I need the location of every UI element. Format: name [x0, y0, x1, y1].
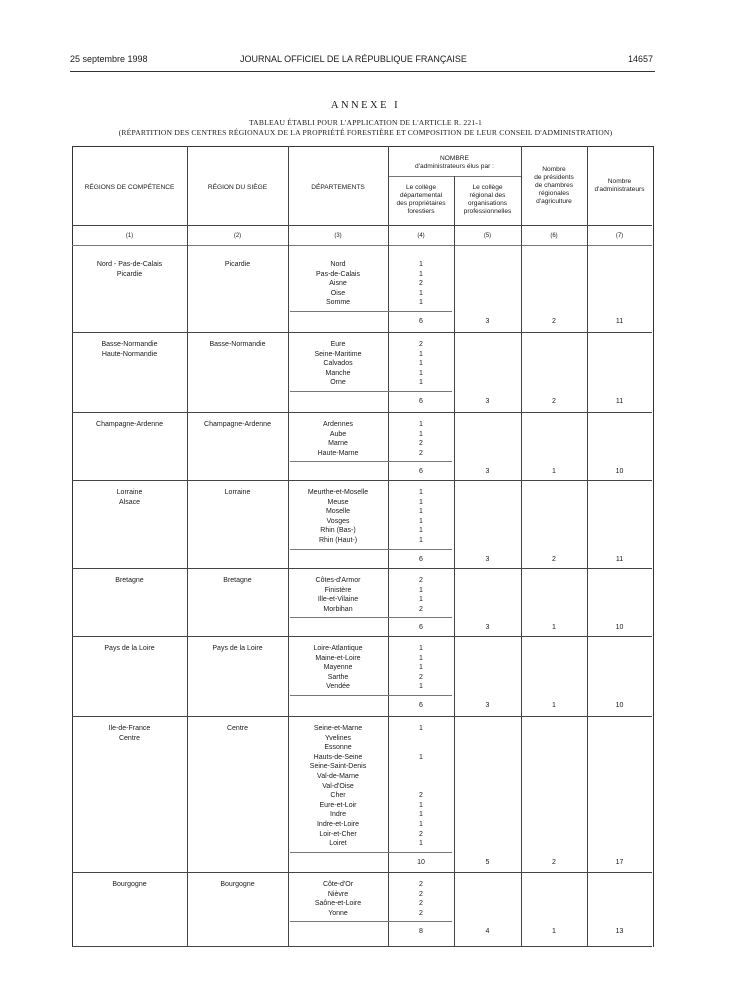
department-count: 1: [419, 289, 423, 297]
department-name: Morbihan: [323, 605, 353, 613]
total-c4: 6: [419, 555, 423, 563]
region-name: Alsace: [118, 498, 140, 506]
total-c7: 10: [615, 702, 624, 709]
region-names: [72, 644, 187, 654]
presidents-line-5: d'agriculture: [536, 198, 572, 205]
col-header-siege: RÉGION DU SIÈGE: [207, 184, 268, 191]
department-count: 1: [419, 517, 423, 525]
row-border: [72, 716, 652, 717]
total-c7: 11: [615, 555, 624, 563]
col-header-college-dep: [388, 184, 454, 216]
department-counts: [410, 576, 432, 614]
col-number-3: (3): [334, 233, 342, 239]
college-reg-line-2: régional des: [469, 192, 506, 199]
college-reg-line-4: professionnelles: [463, 208, 512, 215]
department-count: 1: [419, 664, 423, 672]
college-dep-line-4: forestiers: [407, 208, 435, 215]
department-name: Val-de-Marne: [317, 772, 359, 780]
department-count: 2: [419, 792, 423, 800]
header-page-number: 14657: [628, 54, 654, 64]
total-c6: 2: [552, 398, 556, 405]
department-name: Sarthe: [327, 673, 349, 681]
subtotal-rule: [290, 391, 452, 392]
department-name: Ille-et-Vilaine: [317, 596, 359, 604]
department-name: Cher: [330, 792, 346, 800]
department-name: Oise: [330, 289, 346, 297]
region-siege: Basse-Normandie: [209, 341, 266, 348]
department-counts: [410, 724, 432, 849]
department-count: 1: [419, 536, 423, 544]
subtotal-rule: [290, 461, 452, 462]
column-number-rule: [72, 245, 652, 246]
department-count: 2: [419, 280, 423, 288]
presidents-line-1: Nombre: [542, 166, 566, 173]
department-count: 2: [419, 449, 423, 457]
department-count: [410, 743, 432, 753]
region-name: Pays de la Loire: [104, 645, 155, 652]
department-name: Calvados: [323, 360, 353, 368]
region-names: [72, 420, 187, 430]
department-name: Rhin (Haut-): [318, 536, 358, 544]
department-count: 1: [419, 753, 423, 761]
department-name: Finistère: [324, 586, 352, 594]
total-c7: 10: [615, 624, 624, 632]
department-count: 1: [419, 645, 423, 652]
department-name: Côte-d'Or: [322, 881, 354, 888]
department-count: 1: [419, 299, 423, 307]
college-dep-line-3: des propriétaires: [396, 200, 446, 207]
department-counts: [410, 880, 432, 918]
region-siege: Bretagne: [223, 577, 252, 584]
department-name: Manche: [325, 369, 351, 377]
department-list: [288, 880, 388, 918]
department-name: Indre: [330, 811, 346, 819]
col-header-presidents: [521, 166, 587, 206]
department-name: Indre-et-Loire: [316, 820, 360, 828]
col-number-7: (7): [615, 233, 624, 239]
department-list: [288, 488, 388, 546]
total-c4: 10: [417, 858, 425, 866]
region-siege: Bourgogne: [220, 881, 255, 888]
department-name: Rhin (Bas-): [320, 527, 356, 535]
department-count: 2: [419, 909, 423, 917]
total-c6: 1: [552, 928, 556, 936]
subtotal-rule: [290, 852, 452, 853]
department-counts: [410, 340, 432, 388]
department-name: Mayenne: [323, 664, 353, 672]
region-name: Champagne-Ardenne: [96, 421, 163, 428]
department-count: [410, 772, 432, 782]
region-names: [72, 724, 187, 743]
department-name: Seine-Saint-Denis: [309, 763, 367, 771]
department-list: [288, 644, 388, 692]
department-name: Seine-Maritime: [314, 350, 362, 358]
department-count: 2: [419, 900, 423, 908]
department-name: Marne: [328, 440, 348, 448]
department-list: [288, 576, 388, 614]
department-name: Aube: [329, 430, 347, 438]
subtotal-rule: [290, 617, 452, 618]
department-list: [288, 260, 388, 308]
department-count: 1: [419, 379, 423, 387]
department-count: 2: [419, 341, 423, 348]
row-border: [72, 636, 652, 637]
region-names: [72, 340, 187, 359]
department-count: [410, 782, 432, 792]
total-c5: 3: [485, 555, 490, 563]
total-c6: 2: [552, 318, 556, 325]
total-c6: 1: [552, 702, 556, 709]
department-name: Ardennes: [323, 421, 353, 428]
department-name: Seine-et-Marne: [313, 725, 363, 732]
total-c5: 4: [485, 928, 490, 936]
header-date: 25 septembre 1998: [70, 54, 148, 64]
region-name: Picardie: [116, 270, 143, 278]
department-name: Yonne: [328, 909, 348, 917]
department-count: 2: [419, 673, 423, 681]
department-count: 1: [419, 498, 423, 506]
department-name: Val-d'Oise: [322, 782, 354, 790]
department-list: [288, 340, 388, 388]
department-list: [288, 420, 388, 458]
region-names: [72, 576, 187, 586]
region-names: [72, 488, 187, 507]
total-c4: 6: [419, 398, 423, 405]
department-name: Moselle: [325, 508, 351, 516]
total-c7: 10: [615, 468, 624, 476]
department-count: 1: [419, 683, 423, 691]
col-header-regions: RÉGIONS DE COMPÉTENCE: [84, 184, 175, 191]
col-header-nombre-line-2: d'administrateurs élus par :: [415, 163, 494, 170]
department-name: Saône-et-Loire: [314, 900, 362, 908]
department-name: Loiret: [329, 840, 347, 848]
region-name: Ile-de-France: [108, 725, 151, 732]
department-count: 1: [419, 801, 423, 809]
department-name: Meurthe-et-Moselle: [307, 489, 369, 496]
header-bottom-rule: [72, 225, 652, 226]
region-names: [72, 880, 187, 890]
col-header-nombre-line-1: NOMBRE: [440, 155, 469, 162]
total-c4: 6: [419, 624, 423, 632]
department-count: 1: [419, 725, 423, 732]
total-c6: 2: [552, 858, 556, 866]
col-number-1: (1): [125, 233, 134, 239]
department-name: Orne: [330, 379, 346, 387]
department-counts: [410, 420, 432, 458]
department-count: 1: [419, 421, 423, 428]
department-count: 1: [419, 811, 423, 819]
subtotal-rule: [290, 695, 452, 696]
region-siege: Centre: [226, 725, 248, 732]
department-name: Côtes-d'Armor: [315, 577, 361, 584]
total-c6: 1: [552, 624, 556, 632]
presidents-line-4: régionales: [538, 190, 570, 197]
college-reg-line-1: Le collège: [472, 184, 503, 191]
total-c4: 8: [419, 928, 423, 936]
row-border: [72, 412, 652, 413]
col-number-5: (5): [483, 233, 492, 239]
department-name: Hauts-de-Seine: [313, 753, 363, 761]
department-count: 1: [419, 820, 423, 828]
region-siege: Pays de la Loire: [212, 645, 263, 652]
region-name: Haute-Normandie: [101, 350, 158, 358]
subtotal-rule: [290, 549, 452, 550]
header-rule: [70, 71, 655, 72]
region-name: Lorraine: [116, 489, 143, 496]
department-count: 1: [419, 527, 423, 535]
row-border: [72, 568, 652, 569]
department-name: Haute-Marne: [317, 449, 359, 457]
region-name: Bretagne: [115, 577, 144, 584]
department-count: 1: [419, 586, 423, 594]
department-count: 1: [419, 596, 423, 604]
department-count: 2: [419, 440, 423, 448]
department-count: 1: [419, 350, 423, 358]
department-name: Eure-et-Loir: [319, 801, 357, 809]
total-c5: 3: [485, 318, 490, 325]
total-c4: 6: [419, 318, 423, 325]
department-name: Loire-Atlantique: [313, 645, 363, 652]
table-subtitle: (RÉPARTITION DES CENTRES RÉGIONAUX DE LA PROPRIÉTÉ FORESTIÈRE ET COMPOSITION DE LEUR CONSEIL D'ADMINISTRATION): [118, 128, 613, 137]
department-name: Maine-et-Loire: [315, 654, 361, 662]
col-header-college-reg: [454, 184, 521, 216]
total-c7: 17: [615, 858, 624, 866]
college-dep-line-2: départemental: [399, 192, 443, 199]
subtotal-rule: [290, 921, 452, 922]
department-name: Vendée: [326, 683, 350, 691]
department-count: 2: [419, 577, 423, 584]
region-names: [72, 260, 187, 279]
department-name: Nièvre: [327, 890, 349, 898]
total-c5: 3: [485, 468, 490, 476]
total-c5: 3: [485, 702, 490, 709]
total-c6: 1: [552, 468, 556, 476]
department-name: Vosges: [326, 517, 350, 525]
department-name: Meuse: [327, 498, 349, 506]
department-counts: [410, 644, 432, 692]
department-count: 2: [419, 881, 423, 888]
college-dep-line-1: Le collège: [405, 184, 437, 191]
col-header-nombre-group: [388, 155, 521, 171]
total-c5: 5: [485, 858, 490, 866]
department-count: 1: [419, 369, 423, 377]
department-name: Nord: [330, 261, 346, 268]
column-divider: [388, 146, 389, 946]
row-border: [72, 872, 652, 873]
department-count: 2: [419, 605, 423, 613]
table-title: TABLEAU ÉTABLI POUR L'APPLICATION DE L'ARTICLE R. 221-1: [248, 118, 483, 127]
college-reg-line-3: organisations: [467, 200, 508, 207]
department-count: [410, 762, 432, 772]
col-number-6: (6): [550, 233, 558, 239]
department-name: Somme: [325, 299, 351, 307]
department-count: 1: [419, 508, 423, 516]
department-name: Yvelines: [324, 734, 352, 742]
department-name: Aisne: [329, 280, 347, 288]
subtotal-rule: [290, 311, 452, 312]
department-name: Eure: [330, 341, 346, 348]
department-name: Pas-de-Calais: [316, 270, 360, 278]
region-siege: Champagne-Ardenne: [204, 421, 271, 428]
admins-line-2: d'administrateurs: [594, 186, 645, 193]
region-name: Centre: [118, 734, 140, 742]
total-c4: 6: [419, 702, 423, 709]
total-c4: 6: [419, 468, 423, 476]
region-siege: Lorraine: [224, 489, 251, 496]
total-c7: 13: [615, 928, 624, 936]
department-list: [288, 724, 388, 849]
col-header-departements: DÉPARTEMENTS: [311, 184, 365, 191]
row-border: [72, 332, 652, 333]
department-count: 1: [419, 489, 423, 496]
total-c6: 2: [552, 555, 556, 563]
region-name: Bourgogne: [112, 881, 147, 888]
annex-title: ANNEXE I: [330, 100, 401, 111]
row-border: [72, 480, 652, 481]
presidents-line-3: de chambres: [534, 182, 574, 189]
total-c5: 3: [485, 398, 490, 405]
col-number-2: (2): [233, 233, 242, 239]
department-counts: [410, 488, 432, 546]
presidents-line-2: de présidents: [534, 174, 574, 181]
col-number-4: (4): [417, 233, 425, 239]
department-counts: [410, 260, 432, 308]
department-count: 1: [419, 270, 423, 278]
column-divider: [587, 146, 588, 946]
column-divider: [521, 146, 522, 946]
department-count: 1: [419, 840, 423, 848]
region-name: Basse-Normandie: [101, 341, 158, 348]
header-journal: JOURNAL OFFICIEL DE LA RÉPUBLIQUE FRANÇAISE: [240, 54, 467, 64]
department-count: 2: [419, 830, 423, 838]
total-c7: 11: [615, 398, 624, 405]
region-name: Nord - Pas-de-Calais: [96, 261, 163, 268]
department-count: 1: [419, 654, 423, 662]
department-count: 1: [419, 360, 423, 368]
department-count: [410, 734, 432, 744]
col-header-admins: [587, 178, 652, 194]
total-c5: 3: [485, 624, 490, 632]
department-count: 2: [419, 890, 423, 898]
admins-line-1: Nombre: [607, 178, 632, 185]
region-siege: Picardie: [224, 261, 251, 268]
department-name: Essonne: [324, 744, 352, 752]
department-count: 1: [419, 261, 423, 268]
row-border: [72, 946, 652, 947]
department-count: 1: [419, 430, 423, 438]
total-c7: 11: [615, 318, 624, 325]
department-name: Loir-et-Cher: [319, 830, 357, 838]
